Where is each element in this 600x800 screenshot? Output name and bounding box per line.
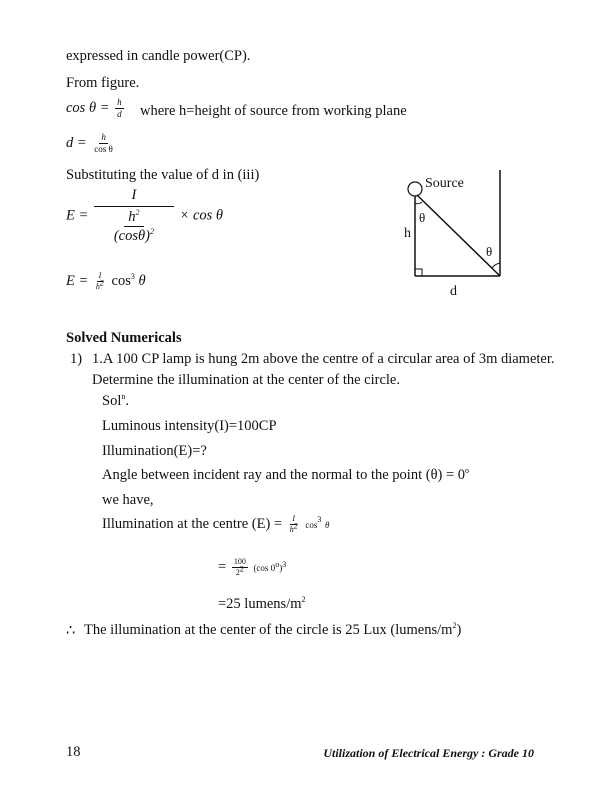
right-angle-marker: [415, 269, 422, 276]
exponent: 3: [282, 559, 287, 569]
fraction-numerator: h: [117, 97, 122, 107]
theta-symbol: θ: [324, 519, 330, 530]
question-line-2: Determine the illumination at the center of the circle.: [92, 372, 400, 388]
illumination-unknown-line: Illumination(E)=?: [102, 443, 207, 459]
h-symbol: h: [128, 208, 136, 225]
cos-text: cos: [305, 519, 318, 530]
close-paren: ): [456, 622, 462, 638]
section-heading: Solved Numericals: [66, 330, 182, 346]
equation-lhs: Illumination at the centre (E) =: [102, 515, 283, 532]
exponent: 2: [99, 278, 104, 288]
solution-dot: .: [125, 393, 129, 409]
d-equation-lhs: d =: [66, 134, 87, 151]
fraction-denominator: cos θ: [94, 144, 113, 154]
exponent: 2: [301, 595, 306, 605]
fraction-denominator: d: [117, 109, 122, 119]
h-symbol: h: [95, 282, 100, 291]
cos-theta-lhs: cos θ =: [66, 99, 110, 116]
solution-text: Sol: [102, 393, 122, 409]
fraction-numerator: I: [292, 514, 296, 523]
therefore-symbol: ∴: [66, 623, 76, 639]
source-label: Source: [425, 176, 464, 191]
degree-superscript: o: [275, 559, 280, 569]
theta-label-bottom: θ: [486, 244, 493, 259]
cos-theta-equation: [66, 98, 126, 119]
cos-zero-term: [253, 559, 287, 573]
from-figure-text: From figure.: [66, 75, 140, 91]
we-have-line: we have,: [102, 492, 154, 508]
formula-lhs: E =: [66, 207, 89, 224]
incident-ray-line: [417, 195, 500, 276]
degree-superscript: o: [465, 466, 470, 476]
equals-sign: =: [218, 558, 227, 575]
cos-theta-squared: [114, 227, 154, 244]
where-note: where h=height of source from working plane: [140, 103, 407, 119]
exponent: 2: [239, 564, 244, 574]
exponent: 2: [452, 621, 457, 631]
close-paren: ): [279, 562, 283, 573]
conclusion-line: [84, 622, 461, 639]
conclusion-text: The illumination at the center of the circle is 25 Lux (lumens/m: [84, 622, 453, 638]
fraction-numerator: I: [98, 271, 102, 280]
cos-theta-term: (cosθ): [113, 228, 150, 244]
fraction-denominator: [94, 278, 106, 291]
item-number: 1): [70, 351, 83, 367]
theta-label-top: θ: [419, 210, 426, 225]
fraction-numerator: I: [94, 188, 174, 207]
base-value: 2: [235, 568, 240, 577]
fraction-numerator: 100: [233, 557, 246, 566]
page-number: 18: [66, 744, 81, 760]
angle-text: Angle between incident ray and the normal to the point (θ) = 0: [102, 467, 466, 483]
exponent: 2: [135, 207, 140, 217]
formula-lhs: E =: [66, 272, 89, 289]
result-line: [218, 596, 306, 613]
book-title: Utilization of Electrical Energy : Grade 10: [323, 746, 534, 760]
exponent: 2: [149, 227, 154, 237]
question-line-1: 1.A 100 CP lamp is hung 2m above the centre of a circular area of 3m diameter.: [92, 351, 555, 367]
exponent: 3: [317, 515, 322, 524]
h-squared: [124, 207, 143, 228]
luminous-intensity-line: Luminous intensity(I)=100CP: [102, 418, 277, 434]
exponent: 3: [130, 272, 135, 281]
formula-cos-cubed: [66, 272, 146, 291]
d-equation: [66, 133, 117, 154]
distance-label: d: [450, 284, 457, 299]
cos-zero-text: (cos 0: [253, 562, 276, 573]
intro-line: expressed in candle power(CP).: [66, 48, 251, 64]
angle-arc-top: [415, 202, 422, 204]
substituting-text: Substituting the value of d in (iii): [66, 167, 260, 183]
cos-text: cos: [111, 272, 131, 289]
fraction-denominator: [288, 521, 300, 534]
theta-symbol: θ: [138, 272, 146, 289]
formula-compound-fraction: [66, 188, 223, 244]
superscript: n: [121, 392, 126, 402]
solution-label: [102, 393, 129, 410]
fraction-denominator: [234, 564, 246, 577]
substitution-step: [218, 558, 286, 577]
height-label: h: [404, 226, 411, 241]
centre-illumination-equation: [102, 515, 329, 534]
times-cos-theta: × cos θ: [179, 207, 224, 224]
result-text: =25 lumens/m: [218, 596, 302, 612]
angle-line: [102, 467, 469, 484]
fraction-numerator: h: [101, 132, 106, 142]
lamp-source-icon: [408, 182, 422, 196]
angle-arc-bottom: [492, 263, 500, 268]
h-symbol: h: [289, 525, 294, 534]
exponent: 2: [293, 521, 298, 531]
